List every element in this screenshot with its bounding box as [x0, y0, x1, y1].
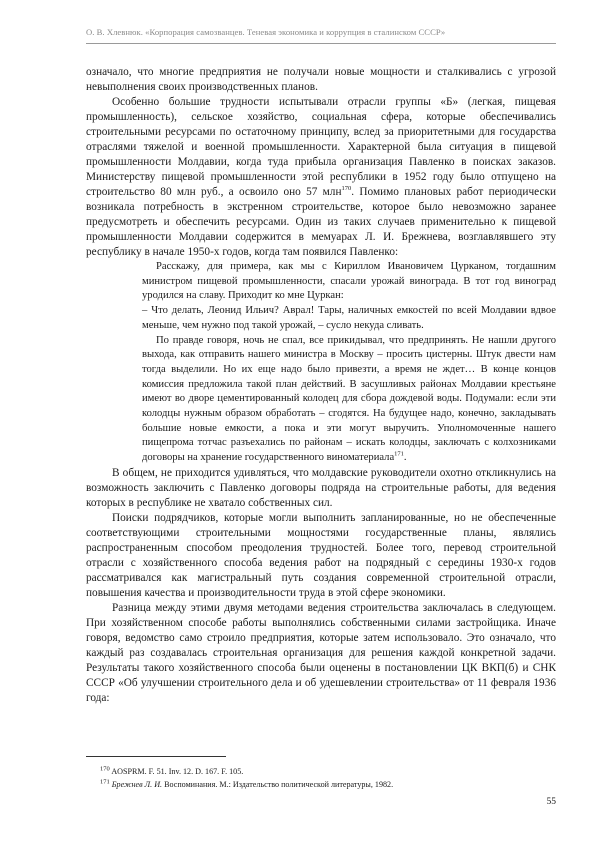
paragraph-1: означало, что многие предприятия не получали новые мощности и сталкивались с угрозой невыполнения своих производственных планов.	[86, 66, 556, 93]
memoir-quote	[142, 260, 556, 466]
paragraph-2-part-a: Особенно большие трудности испытывали отрасли группы «Б» (легкая, пищевая промышленность), сельское хозяйство, социальная сфера, которые обеспечивались строительными ресурсами по остаточному принципу, вслед за приоритетными для государства отраслями тяжелой и военной промышленности. Характерной была ситуация в пищевой промышленности Молдавии, когда туда прибыла организация Павленко в поисках заказов. Министерству пищевой промышленности этой республики в 1952 году было отпущено на строительство 80 млн руб., а освоило оно 57 млн	[86, 96, 556, 198]
footnote-171	[100, 778, 540, 791]
footnote-text: AOSPRM. F. 51. Inv. 12. D. 167. F. 105.	[111, 767, 244, 776]
footnote-number: 171	[100, 778, 110, 786]
footnote-ref-171: 171	[394, 450, 404, 458]
running-head: О. В. Хлевнюк. «Корпорация самозванцев. Теневая экономика и коррупция в сталинском СССР»	[86, 27, 446, 37]
page-number: 55	[546, 797, 556, 807]
footnote-ref-170: 170	[341, 185, 352, 193]
paragraph-3: В общем, не приходится удивляться, что молдавские руководители охотно откликнулись на возможность заключить с Павленко договоры подряда на строительные работы, для ведения которых в республике не хватало собственных сил.	[86, 466, 556, 509]
footnote-text: Воспоминания. М.: Издательство политической литературы, 1982.	[162, 780, 394, 789]
paragraph-5: Разница между этими двумя методами ведения строительства заключалась в следующем. При хозяйственном способе работы выполнялись собственными силами застройщика. Иначе говоря, ведомство само строило предприятия, которые затем использовало. Это означало, что каждый раз создавалась строительная организация для решения каждой конкретной задачи. Результаты такого хозяйственного способа были оценены в постановлении ЦК ВКП(б) и СНК СССР «Об улучшении строительного дела и об удешевлении строительства» от 11 февраля 1936 года:	[86, 601, 556, 704]
quote-paragraph-3-part-b: .	[403, 452, 407, 464]
quote-paragraph-1: Расскажу, для примера, как мы с Кириллом Ивановичем Цурканом, тогдашним министром пищевой промышленности, спасали урожай винограда. В тот год виноград уродился на славу. Приходит ко мне Цуркан:	[142, 261, 556, 302]
footnote-number: 170	[100, 765, 110, 773]
quote-paragraph-3	[142, 334, 556, 466]
header-rule	[86, 43, 556, 44]
paragraph-2-part-b: . Помимо плановых работ периодически возникала потребность в экстренном строительстве, которое было невозможно заранее предусмотреть и обеспечить ресурсами. Один из таких случаев применительно к пищевой промышленности Молдавии содержится в мемуарах Л. И. Брежнева, возглавлявшего эту республику в начале 1950-х годов, когда там появился Павленко:	[86, 186, 556, 258]
quote-paragraph-2: – Что делать, Леонид Ильич? Аврал! Тары, наличных емкостей по всей Молдавии вдвое меньше, чем нужно под такой урожай, – сусло некуда сливать.	[142, 305, 556, 331]
paragraph-2	[86, 95, 556, 260]
footnote-170	[100, 765, 540, 778]
footnote-rule	[86, 756, 226, 757]
body-text	[86, 65, 556, 706]
footnote-author: Брежнев Л. И.	[111, 780, 163, 789]
quote-paragraph-3-part-a: По правде говоря, ночь не спал, все прикидывал, что предпринять. Не нашли другого выхода, как отправить нашего министра в Москву – просить цистерны. Штук двести нам тогда выделили. Но их еще надо было привезти, а время не ждет… В конце концов комиссия предложила такой план действий. В засушливых районах Молдавии крестьяне имеют во дворе цементированный колодец для сбора дождевой воды. Подумали: если эти колодцы нужным образом обработать – сгодятся. На будущее надо, конечно, закладывать большие новые емкости, а пока и эти могут выручить. Уполномоченные нашего пищепрома тотчас разъехались по районам – искать колодцы, заключать с колхозниками договоры на хранение государственного виноматериала	[142, 334, 556, 464]
paragraph-4: Поиски подрядчиков, которые могли выполнить запланированные, но не обеспеченные соответствующими строительными мощностями государственные планы, являлись распространенным способом преодоления трудностей. Более того, перевод строительной отрасли с хозяйственного способа ведения работ на подрядный с середины 1930-х годов рассматривался как магистральный путь создания современной строительной отрасли, повышения качества и производительности труда в этой сфере экономики.	[86, 511, 556, 599]
footnotes	[100, 765, 540, 791]
